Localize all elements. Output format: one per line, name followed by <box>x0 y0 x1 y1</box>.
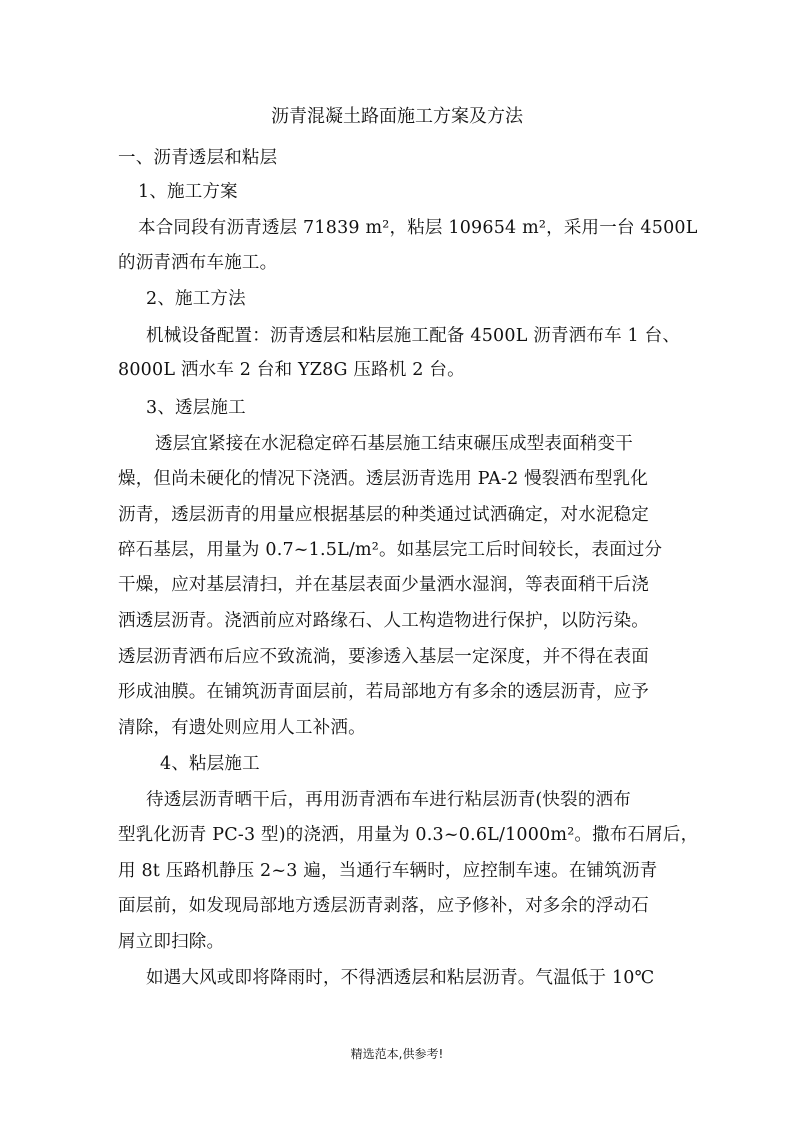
subsection-heading: 1、施工方案 <box>138 182 238 202</box>
paragraph-line: 透层沥青洒布后应不致流淌，要渗透入基层一定深度，并不得在表面 <box>118 647 649 667</box>
subsection-heading: 4、粘层施工 <box>160 754 260 774</box>
subsection-heading: 2、施工方法 <box>146 289 246 309</box>
paragraph-line: 机械设备配置：沥青透层和粘层施工配备 4500L 沥青洒布车 1 台、 <box>146 326 681 346</box>
paragraph-line: 面层前，如发现局部地方透层沥青剥落，应予修补，对多余的浮动石 <box>118 896 649 916</box>
paragraph-line: 清除，有遗处则应用人工补洒。 <box>118 718 366 738</box>
paragraph-line: 碎石基层，用量为 0.7~1.5L/m²。如基层完工后时间较长，表面过分 <box>118 540 663 560</box>
paragraph-line: 如遇大风或即将降雨时，不得洒透层和粘层沥青。气温低于 10℃ <box>146 968 655 988</box>
paragraph-line: 待透层沥青晒干后，再用沥青洒布车进行粘层沥青(快裂的洒布 <box>146 790 631 810</box>
paragraph-line: 形成油膜。在铺筑沥青面层前，若局部地方有多余的透层沥青，应予 <box>118 682 649 702</box>
paragraph-line: 沥青，透层沥青的用量应根据基层的种类通过试洒确定，对水泥稳定 <box>118 505 649 525</box>
paragraph-line: 用 8t 压路机静压 2~3 遍，当通行车辆时，应控制车速。在铺筑沥青 <box>118 861 658 881</box>
page-footer: 精选范本,供参考! <box>350 1047 444 1061</box>
paragraph-line: 8000L 洒水车 2 台和 YZ8G 压路机 2 台。 <box>118 360 465 380</box>
paragraph-line: 的沥青洒布车施工。 <box>118 253 278 273</box>
section-heading: 一、沥青透层和粘层 <box>118 148 278 168</box>
paragraph-line: 透层宜紧接在水泥稳定碎石基层施工结束碾压成型表面稍变干 <box>155 434 633 454</box>
paragraph-line: 型乳化沥青 PC-3 型)的浇洒，用量为 0.3~0.6L/1000m²。撒布石屑后， <box>118 825 699 845</box>
paragraph-line: 本合同段有沥青透层 71839 m²，粘层 109654 m²，采用一台 4500L <box>138 218 698 238</box>
paragraph-line: 洒透层沥青。浇洒前应对路缘石、人工构造物进行保护，以防污染。 <box>118 611 649 631</box>
paragraph-line: 屑立即扫除。 <box>118 932 225 952</box>
paragraph-line: 干燥，应对基层清扫，并在基层表面少量洒水湿润，等表面稍干后浇 <box>118 575 649 595</box>
paragraph-line: 燥，但尚未硬化的情况下浇洒。透层沥青选用 PA-2 慢裂洒布型乳化 <box>118 469 649 489</box>
page-title: 沥青混凝土路面施工方案及方法 <box>271 106 523 127</box>
subsection-heading: 3、透层施工 <box>146 398 246 418</box>
